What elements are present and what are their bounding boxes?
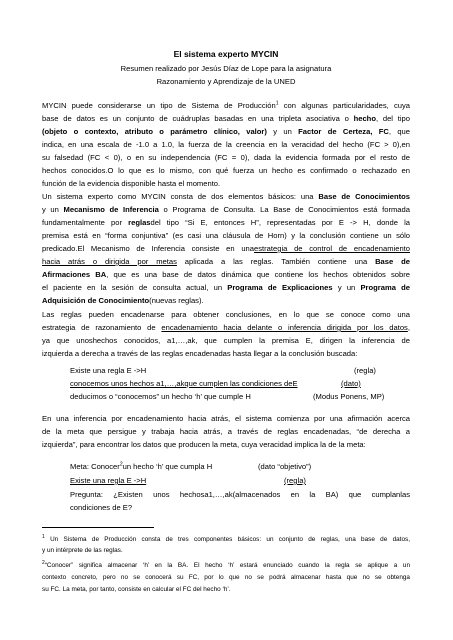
paragraph-2-line: y un Mecanismo de Inferencia o Programa de Consulta. La Base de Conocimientos está formada bbox=[42, 205, 410, 214]
paragraph-4-line: de la meta que persigue y trabaja hacia atrás, a través de reglas encadenadas, “de derecha a bbox=[42, 427, 410, 436]
paragraph-2-line: hacia atrás o dirigida por metas aplicada a las reglas. También contiene una Base de bbox=[42, 257, 410, 266]
backward-question-line: Pregunta: ¿Existen unos hechosa1,…,ak(almacenados en la BA) que cumplanlas bbox=[70, 490, 410, 499]
footnote-2-cont: contexto concreto, pero no se conocerá su FC, por lo que no se podrá almacenar hasta que no se obtenga bbox=[42, 574, 410, 581]
paragraph-3-line: izquierda a derecha a través de las reglas encadenadas hasta llegar a la conclusión buscada: bbox=[42, 349, 358, 358]
footnote-1-cont: y un intérprete de las reglas. bbox=[42, 547, 123, 554]
footnote-1: $^1$ Un Sistema de Producción consta de tres componentes básicos: un conjunto de reglas, una base de datos, bbox=[42, 533, 410, 543]
paragraph-1-line: (objeto o contexto, atributo o parámetro clínico, valor) y un Factor de Certeza, FC, que bbox=[42, 127, 411, 136]
backward-rule-line: Existe una regla E ->H bbox=[70, 476, 147, 485]
forward-conclusion-line: deducimos o “conocemos” un hecho ‘h’ que cumple H bbox=[70, 392, 251, 401]
paragraph-3-line: Las reglas pueden encadenarse para obtener conclusiones, en lo que se conoce como una bbox=[42, 310, 410, 319]
forward-data-tag: (dato) bbox=[341, 379, 361, 388]
footnote-2-cont: su FC. La meta, por tanto, consiste en calcular el FC del hecho ‘h’. bbox=[42, 586, 231, 593]
paragraph-3-line: ya que unoshechos conocidos, a1,…,ak, que cumplen la premisa E, dirigen la inferencia de bbox=[42, 336, 410, 345]
footnote-ref-2: 2 bbox=[119, 461, 123, 468]
paragraph-2-line: Afirmaciones BA, que es una base de datos dinámica que contiene los hechos obtenidos sobre bbox=[42, 270, 410, 279]
backward-goal-line: Meta: Conocer$^2$un hecho ‘h’ que cumpla H bbox=[70, 461, 213, 471]
paragraph-1-line: hechos conocidos.O lo que es lo mismo, con qué fuerza un hecho es confirmado o rechazado en bbox=[42, 166, 410, 175]
forward-rule-line: Existe una regla E ->H bbox=[70, 366, 147, 375]
paragraph-2-line: el paciente en la sesión de consulta actual, un Programa de Explicaciones y un Programa de bbox=[42, 283, 410, 292]
subtitle-line-2: Razonamiento y Aprendizaje de la UNED bbox=[156, 77, 296, 86]
paragraph-1-line: función de la evidencia disponible hasta el momento. bbox=[42, 179, 221, 188]
forward-conclusion-tag: (Modus Ponens, MP) bbox=[313, 392, 385, 401]
footnote-ref-1: 1 bbox=[275, 100, 279, 107]
paragraph-1-line: indica, en una escala de -1.0 a 1.0, la fuerza de la creencia en la veracidad del hecho (FC > 0),en bbox=[42, 140, 410, 149]
paragraph-4-line: izquierda”, para encontrar los datos que producen la meta, cuya veracidad implica la de la meta: bbox=[42, 440, 366, 449]
backward-question-line: condiciones de E? bbox=[70, 503, 133, 512]
paragraph-2-line: fundamentalmente por reglasdel tipo “Si E, entonces H”, representadas por E -> H, donde la bbox=[42, 218, 410, 227]
paragraph-2-line: premisa está en “forma conjuntiva” (es casi una cláusula de Horn) y la conclusión contiene un sólo bbox=[42, 231, 410, 240]
paragraph-2-line: Adquisición de Conocimiento(nuevas reglas). bbox=[42, 296, 204, 305]
footnote-separator bbox=[42, 527, 154, 528]
subtitle-line-1: Resumen realizado por Jesús Díaz de Lope para la asignatura bbox=[120, 64, 332, 73]
paragraph-4-line: En una inferencia por encadenamiento hacia atrás, el sistema comienza por una afirmación acerca bbox=[42, 414, 410, 423]
paragraph-3-line: estrategia de razonamiento de encadenamiento hacia delante o inferencia dirigida por los datos, bbox=[42, 323, 410, 332]
forward-rule-tag: (regla) bbox=[354, 366, 376, 375]
footnote-2: $^2$“Conocer” significa almacenar ‘h’ en la BA. El hecho ‘h’ estará enunciado cuando la regla se aplique a un bbox=[42, 559, 410, 569]
backward-rule-tag: (regla) bbox=[284, 476, 306, 485]
paragraph-1-line: MYCIN puede considerarse un tipo de Sistema de Producción$^1$ con algunas particularidades, cuya bbox=[42, 100, 410, 110]
paragraph-2-line: predicado.El Mecanismo de Inferencia consiste en unaestrategia de control de encadenamiento bbox=[42, 244, 410, 253]
forward-data-line: conocemos unos hechos a1,…,akque cumplen las condiciones deE bbox=[70, 379, 298, 388]
paragraph-1-line: base de datos es un conjunto de cuádruplas basadas en una tripleta asociativa o hecho, del tipo bbox=[42, 114, 410, 123]
paragraph-2-line: Un sistema experto como MYCIN consta de dos elementos básicos: una Base de Conocimientos bbox=[42, 192, 410, 201]
backward-goal-tag: (dato “objetivo”) bbox=[258, 462, 312, 471]
page-title: El sistema experto MYCIN bbox=[173, 49, 279, 59]
paragraph-1-line: su falsedad (FC < 0), o en su independencia (FC = 0), dada la evidencia formada por el resto de bbox=[42, 153, 410, 162]
